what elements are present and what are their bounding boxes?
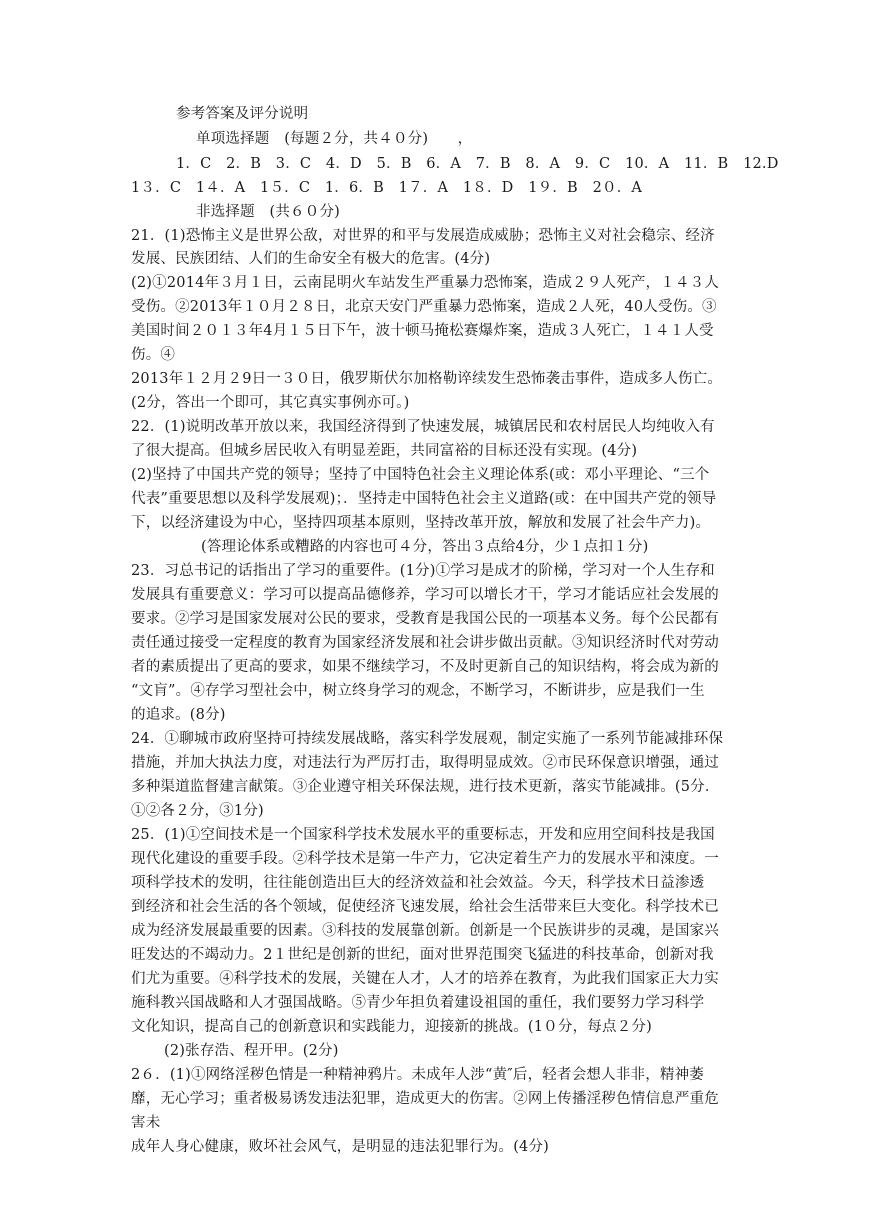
q22-scoring-note: (答理论体系或糟路的内容也可４分，答出３点给4分，少１点扣１分): [201, 539, 649, 555]
q26-line: 成年人身心健康，败坏社会风气，是明显的违法犯罪行为。(4分): [131, 1139, 550, 1155]
q24-line: 多种渠道监督建言献策。③企业遵守相关环保法规，进行技术更新，落实节能减排。(5分．: [131, 779, 720, 795]
q25-line: 25．(1)①空间技术是一个国家科学技术发展水平的重要标志，开发和应用空间科技是我国: [131, 827, 715, 843]
q24-line: 24．①聊城市政府坚持可持续发展战略，落实科学发展观，制定实施了一系列节能减排环保: [131, 731, 724, 747]
q22-line: 下，以经济建设为中心，坚持四项基本原则，坚持改革开放，解放和发展了社会牛产力)。: [131, 515, 711, 531]
q25-line: 文化知识，提高自己的创新意识和实践能力，迎接新的挑战。(1０分，每点２分): [131, 1019, 652, 1035]
q24-line: 措施，并加大执法力度，对违法行为严厉打击，取得明显成效。②市民环保意识增强，通过: [131, 755, 719, 771]
q23-line: 者的素质提出了更高的要求，如果不继续学习，不及时更新自己的知识结构，将会成为新的: [131, 659, 719, 675]
q21-line: (2)①2014年３月１日，云南昆明火车站发生严重暴力恐怖案，造成２９人死产，１４３人: [131, 275, 720, 291]
choice-answers-line-1: 1．C 2．B 3．C 4．D 5．B 6．A 7．B 8．A 9．C 10．A 11．B 12.D: [176, 156, 779, 172]
q23-line: 责任通过接受一定程度的教育为国家经济发展和社会讲步做出贡献。③知识经济时代对劳动: [131, 635, 719, 651]
q21-line: (2分，答出一个即可，其它真实事例亦可。): [131, 395, 410, 411]
q21-line: 受伤。②2013年１０月２８日，北京天安门严重暴力恐怖案，造成２人死，40人受伤。③: [131, 299, 717, 315]
q23-line: “文肓”。④存学习型社会中，树立终身学习的观念，不断学习，不断讲步，应是我们一生: [131, 683, 705, 699]
q23-line: 23．习总书记的话指出了学习的重要件。(1分)①学习是成才的阶梯，学习对一个人生存和: [131, 563, 715, 579]
q23-line: 要求。②学习是国家发展对公民的要求，受教育是我国公民的一项基本义务。每个公民都有: [131, 611, 719, 627]
q21-line: 发展、民族团结、人们的生命安全有极大的危害。(4分): [131, 251, 491, 267]
q25-line: 们尤为重要。④科学技术的发展，关键在人才，人才的培养在教育，为此我们国家正大力实: [131, 971, 719, 987]
q26-line: 靡，无心学习；重者极易诱发违法犯罪，造成更大的伤害。②网上传播淫秽色情信息严重危: [131, 1091, 719, 1107]
q25-line: 现代化建设的重要手段。②科学技术是第一牛产力，它决定着生产力的发展水平和涑度。一: [131, 851, 719, 867]
q26-line: 2６．(1)①网络淫秽色情是一种精神鸦片。未成年人涉“黄″后，轻者会想人非非，精神萎: [131, 1067, 704, 1083]
q23-line: 的追求。(8分): [131, 707, 226, 723]
q22-line: (2)坚持了中国共产党的领导；坚持了中国特色社会主义理论体系(或：邓小平理论、“三个: [131, 467, 710, 483]
q22-line: 22．(1)说明改革开放以来，我国经济得到了快速发展，城镇居民和农村居民人均纯收入有: [131, 419, 715, 435]
choice-answers-line-2: 1３．C 1４．A 1５．C 1．6．B 1７．A 1８．D 1９．B 2０．A: [131, 180, 643, 196]
section-heading-non-choice: 非选择题 (共６０分): [196, 204, 341, 220]
q23-line: 发展具有重要意义：学习可以提高品德修养，学习可以增长才干，学习才能话应社会发展的: [131, 587, 719, 603]
q21-line: 21．(1)恐怖主义是世界公敌，对世界的和平与发展造成威胁；恐怖主义对社会稳宗、经济: [131, 228, 715, 244]
q22-line: 了很大提高。但城乡居民收入有明显差距，共同富裕的目标还没有实现。(4分): [131, 443, 638, 459]
q25-line: 项科学技术的发明，往往能创造出巨大的经济效益和社会效益。今天，科学技术日益渗透: [131, 875, 705, 891]
q22-line: 代表”重要思想以及科学发展观)；．坚持走中国特色社会主义道路(或：在中国共产党的领导: [131, 491, 717, 507]
q25-line: 施科教兴国战略和人才强国战略。⑤青少年担负着建设祖国的重任，我们要努力学习科学: [131, 995, 705, 1011]
q21-line: 2013年１２月２9日一３０日，俄罗斯伏尔加格勒谇续发生恐怖袭击事件，造成多人伤亡。: [131, 371, 723, 387]
q25-line: 成为经济发展最重要的因素。③科技的发展靠创新。创新是一个民族讲步的灵魂，是国家兴: [131, 923, 719, 939]
doc-title: 参考答案及评分说明: [176, 106, 309, 122]
section-heading-single-choice: 单项选择题 (每题２分，共４０分) ，: [196, 131, 473, 147]
q25-line: 旺发达的不竭动力。2１世纪是创新的世纪，面对世界范围突飞猛进的科技革命，创新对我: [131, 947, 714, 963]
q26-line: 害未: [131, 1115, 161, 1131]
q21-line: 伤。④: [131, 347, 176, 363]
q21-line: 美国时间２０１３年4月１５日下午，波十顿马掩松赛爆炸案，造成３人死亡，１４１人受: [131, 323, 714, 339]
q24-line: ①②各２分，③1分): [131, 803, 264, 819]
q25-part2: (2)张存浩、程开甲。(2分): [164, 1043, 339, 1059]
q25-line: 到经济和社会生活的各个领域，促使经济飞速发展，给社会生活带来巨大变化。科学技术已: [131, 899, 719, 915]
